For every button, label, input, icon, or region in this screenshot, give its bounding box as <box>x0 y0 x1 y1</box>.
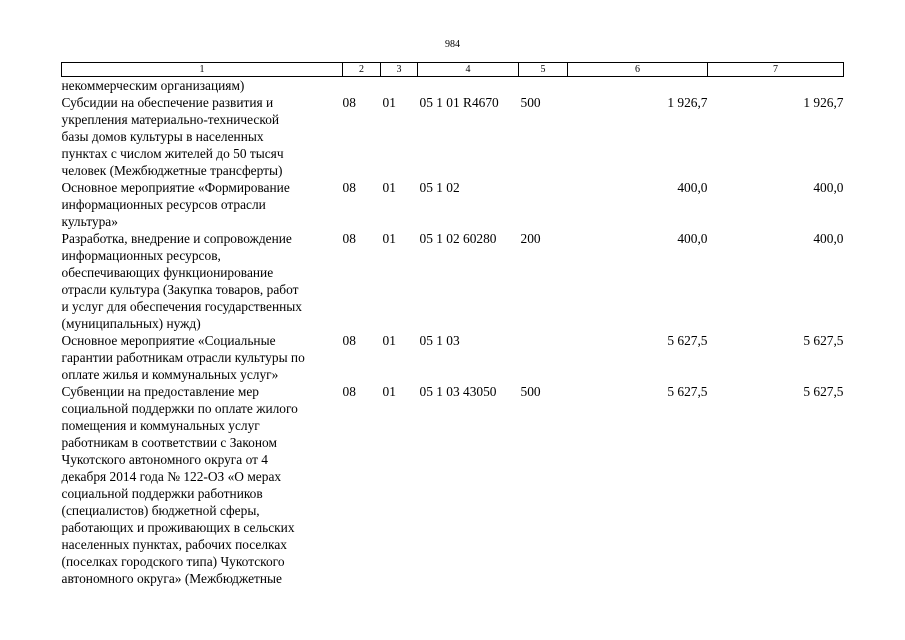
cell-name <box>62 179 343 230</box>
name-line: Чукотского автономного округа от 4 <box>61 452 268 467</box>
cell-subsection: 01 <box>382 95 396 110</box>
name-line: гарантии работникам отрасли культуры по <box>61 350 305 365</box>
cell-amount-6 <box>568 77 708 95</box>
name-line: человек (Межбюджетные трансферты) <box>61 163 283 178</box>
cell-amount-7: 1 926,7 <box>803 95 844 110</box>
cell-amount-7: 400,0 <box>813 231 844 246</box>
name-line: информационных ресурсов отрасли <box>61 197 266 212</box>
cell-subsection <box>381 77 418 95</box>
cell-section: 08 <box>342 384 356 399</box>
cell-expense-type: 500 <box>520 95 541 110</box>
name-line: оплате жилья и коммунальных услуг» <box>61 367 279 382</box>
name-line: информационных ресурсов, <box>61 248 221 263</box>
table-row <box>62 383 844 587</box>
header-col-6: 6 <box>568 63 708 77</box>
header-col-3: 3 <box>381 63 418 77</box>
header-row <box>62 63 844 77</box>
name-line: пунктах с числом жителей до 50 тысяч <box>61 146 284 161</box>
name-line: отрасли культура (Закупка товаров, работ <box>61 282 299 297</box>
cell-name <box>62 94 343 179</box>
cell-section: 08 <box>342 231 356 246</box>
name-line: работникам в соответствии с Законом <box>61 435 277 450</box>
cell-subsection: 01 <box>382 384 396 399</box>
cell-target-article: 05 1 02 60280 <box>419 231 497 246</box>
cell-name <box>62 383 343 587</box>
cell-target-article <box>418 77 519 95</box>
cell-amount-6: 1 926,7 <box>667 95 708 110</box>
name-line: Субсидии на обеспечение развития и <box>61 95 274 110</box>
table-row <box>62 94 844 179</box>
name-line: и услуг для обеспечения государственных <box>61 299 302 314</box>
name-line: социальной поддержки по оплате жилого <box>61 401 298 416</box>
cell-expense-type: 500 <box>520 384 541 399</box>
cell-name <box>62 77 343 95</box>
header-col-2: 2 <box>343 63 381 77</box>
name-line: помещения и коммунальных услуг <box>61 418 260 433</box>
cell-amount-6: 5 627,5 <box>667 333 708 348</box>
name-line: (муниципальных) нужд) <box>61 316 201 331</box>
cell-expense-type <box>519 332 568 383</box>
cell-expense-type <box>519 179 568 230</box>
cell-amount-7: 400,0 <box>813 180 844 195</box>
name-line: укрепления материально-технической <box>61 112 280 127</box>
table-body <box>62 77 844 588</box>
cell-amount-6: 5 627,5 <box>667 384 708 399</box>
cell-target-article: 05 1 01 R4670 <box>419 95 499 110</box>
name-line: социальной поддержки работников <box>61 486 263 501</box>
cell-amount-6: 400,0 <box>677 231 708 246</box>
table-row <box>62 332 844 383</box>
name-line: населенных пунктах, рабочих поселках <box>61 537 287 552</box>
cell-name <box>62 230 343 332</box>
budget-table <box>61 62 844 587</box>
cell-section: 08 <box>342 333 356 348</box>
name-line: работающих и проживающих в сельских <box>61 520 295 535</box>
name-line: Основное мероприятие «Социальные <box>61 333 276 348</box>
page-number: 984 <box>445 39 460 50</box>
table-row <box>62 77 844 95</box>
name-line: декабря 2014 года № 122-ОЗ «О мерах <box>61 469 282 484</box>
cell-amount-7 <box>708 77 844 95</box>
header-col-7: 7 <box>708 63 844 77</box>
cell-amount-7: 5 627,5 <box>803 333 844 348</box>
cell-target-article: 05 1 03 <box>419 333 460 348</box>
cell-expense-type: 200 <box>520 231 541 246</box>
name-line: культура» <box>61 214 118 229</box>
name-line: некоммерческим организациям) <box>61 78 245 93</box>
table-row <box>62 179 844 230</box>
name-line: Разработка, внедрение и сопровождение <box>61 231 292 246</box>
name-line: обеспечивающих функционирование <box>61 265 274 280</box>
name-line: базы домов культуры в населенных <box>61 129 264 144</box>
table-row <box>62 230 844 332</box>
name-line: Субвенции на предоставление мер <box>61 384 259 399</box>
cell-name <box>62 332 343 383</box>
cell-subsection: 01 <box>382 231 396 246</box>
cell-section: 08 <box>342 180 356 195</box>
cell-amount-6: 400,0 <box>677 180 708 195</box>
cell-section: 08 <box>342 95 356 110</box>
header-col-5: 5 <box>519 63 568 77</box>
cell-target-article: 05 1 03 43050 <box>419 384 497 399</box>
cell-expense-type <box>519 77 568 95</box>
cell-subsection: 01 <box>382 180 396 195</box>
cell-subsection: 01 <box>382 333 396 348</box>
name-line: (специалистов) бюджетной сферы, <box>61 503 260 518</box>
header-col-4: 4 <box>418 63 519 77</box>
header-col-1: 1 <box>62 63 343 77</box>
cell-target-article: 05 1 02 <box>419 180 460 195</box>
name-line: (поселках городского типа) Чукотского <box>61 554 285 569</box>
cell-section <box>343 77 381 95</box>
name-line: автономного округа» (Межбюджетные <box>61 571 282 586</box>
name-line: Основное мероприятие «Формирование <box>61 180 290 195</box>
cell-amount-7: 5 627,5 <box>803 384 844 399</box>
